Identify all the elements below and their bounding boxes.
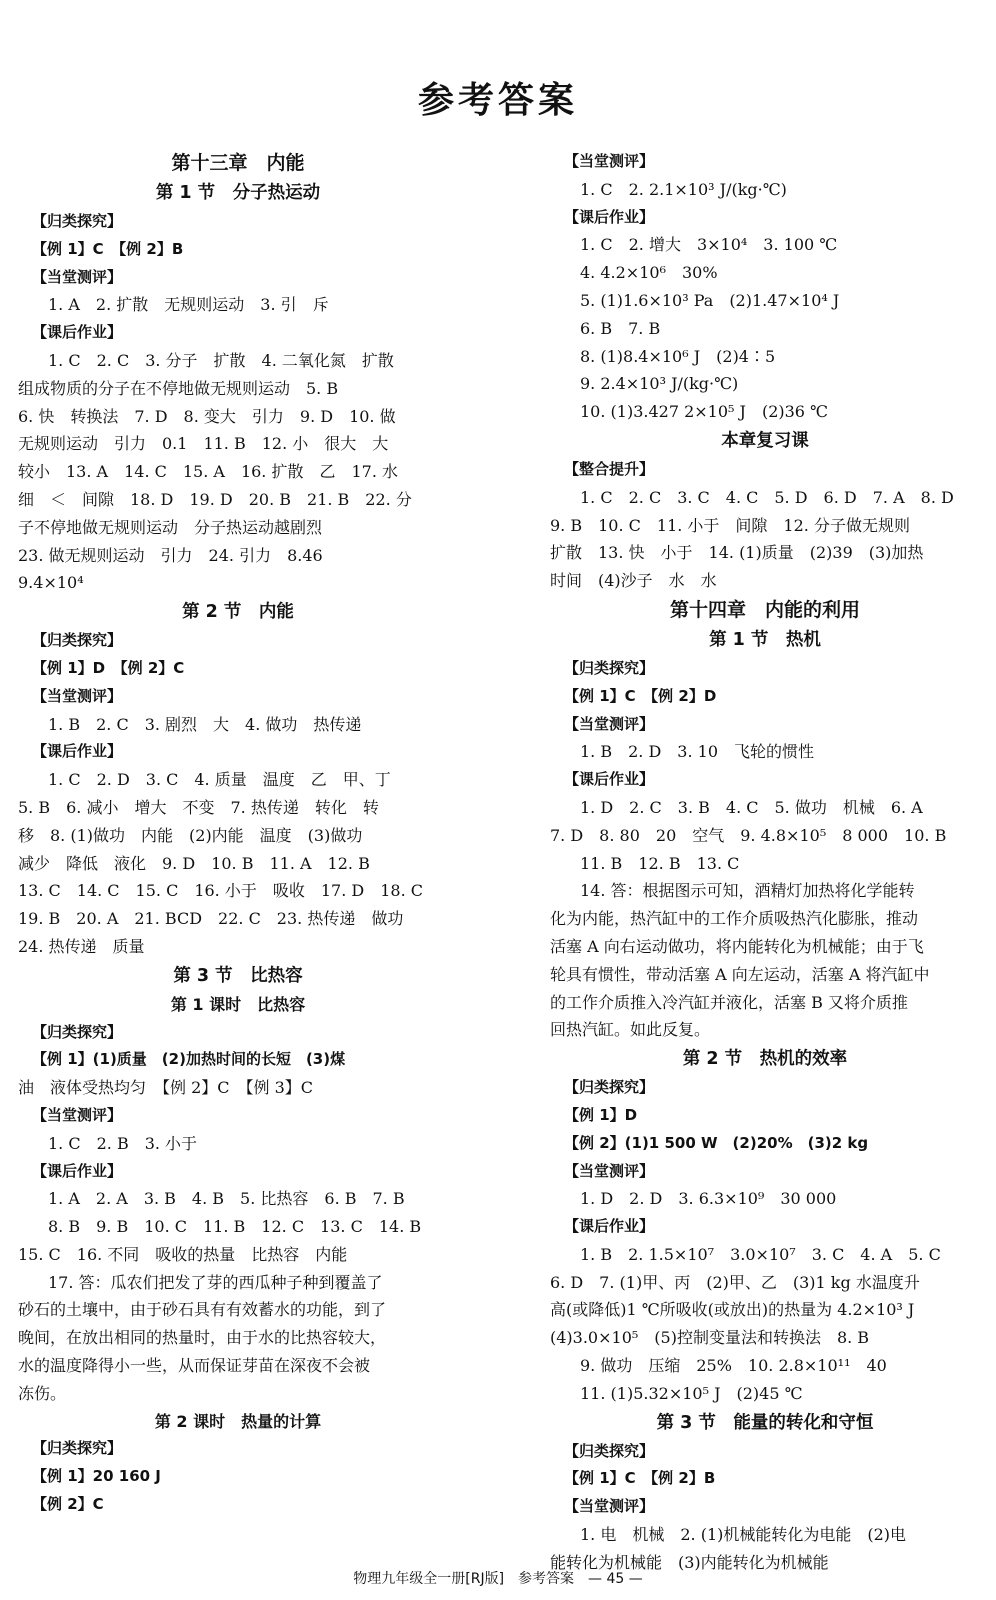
left-line: 1. A 2. A 3. B 4. B 5. 比热容 6. B 7. B — [48, 1189, 405, 1209]
right-line: 第 2 节 热机的效率 — [682, 1049, 848, 1070]
right-line: 高(或降低)1 ℃所吸收(或放出)的热量为 4.2×10³ J — [550, 1300, 915, 1320]
right-line: 【整合提升】 — [564, 459, 655, 478]
left-line: 【例 1】20 160 J — [32, 1467, 161, 1486]
left-line: 油 液体受热均匀 【例 2】C 【例 3】C — [18, 1078, 314, 1098]
left-line: 17. 答：瓜农们把发了芽的西瓜种子种到覆盖了 — [48, 1272, 383, 1292]
right-line: 本章复习课 — [721, 430, 809, 451]
left-line: 【例 1】(1)质量 (2)加热时间的长短 (3)煤 — [32, 1050, 346, 1069]
left-line: 1. B 2. C 3. 剧烈 大 4. 做功 热传递 — [48, 714, 362, 734]
right-line: 【归类探究】 — [564, 658, 655, 677]
left-line: 移 8. (1)做功 内能 (2)内能 温度 (3)做功 — [18, 825, 363, 845]
left-line: 砂石的土壤中，由于砂石具有有效蓄水的功能，到了 — [18, 1300, 387, 1320]
page-footer: 物理九年级全一册[RJ版] 参考答案 — 45 — — [353, 1571, 643, 1587]
right-line: 【当堂测评】 — [564, 152, 655, 170]
left-line: 【课后作业】 — [32, 1161, 123, 1180]
right-line: 【例 1】C 【例 2】B — [564, 1469, 716, 1488]
left-line: 无规则运动 引力 0.1 11. B 12. 小 很大 大 — [18, 434, 389, 454]
right-line: 第 1 节 热机 — [709, 629, 821, 650]
left-line: 第 1 节 分子热运动 — [155, 183, 321, 203]
right-line: 【例 1】D — [564, 1105, 638, 1124]
right-line: 第 3 节 能量的转化和守恒 — [656, 1412, 874, 1433]
right-line: 10. (1)3.427 2×10⁵ J (2)36 ℃ — [580, 402, 828, 422]
right-line: 扩散 13. 快 小于 14. (1)质量 (2)39 (3)加热 — [550, 543, 924, 563]
right-line: 9. B 10. C 11. 小于 间隙 12. 分子做无规则 — [550, 515, 910, 535]
right-line: 【例 2】(1)1 500 W (2)20% (3)2 kg — [564, 1133, 869, 1152]
left-line: 第十三章 内能 — [171, 152, 305, 174]
right-line: 能转化为机械能 (3)内能转化为机械能 — [550, 1552, 829, 1572]
right-line: 6. D 7. (1)甲、丙 (2)甲、乙 (3)1 kg 水温度升 — [550, 1272, 920, 1292]
right-line: 1. B 2. 1.5×10⁷ 3.0×10⁷ 3. C 4. A 5. C — [580, 1244, 941, 1264]
left-line: 23. 做无规则运动 引力 24. 引力 8.46 — [18, 545, 323, 565]
left-line: 1. C 2. D 3. C 4. 质量 温度 乙 甲、丁 — [48, 770, 391, 790]
right-line: (4)3.0×10⁵ (5)控制变量法和转换法 8. B — [550, 1328, 870, 1348]
left-line: 【当堂测评】 — [32, 1105, 123, 1124]
page-title: 参考答案 — [417, 80, 578, 121]
left-line: 【归类探究】 — [32, 212, 123, 230]
right-line: 第十四章 内能的利用 — [669, 598, 860, 621]
right-line: 【例 1】C 【例 2】D — [564, 686, 717, 705]
left-line: 较小 13. A 14. C 15. A 16. 扩散 乙 17. 水 — [18, 462, 399, 482]
left-line: 15. C 16. 不同 吸收的热量 比热容 内能 — [18, 1244, 348, 1264]
left-line: 【归类探究】 — [32, 1439, 123, 1458]
left-line: 减少 降低 液化 9. D 10. B 11. A 12. B — [18, 853, 370, 873]
right-line: 7. D 8. 80 20 空气 9. 4.8×10⁵ 8 000 10. B — [550, 825, 947, 845]
right-line: 1. C 2. 增大 3×10⁴ 3. 100 ℃ — [580, 235, 838, 255]
left-line: 24. 热传递 质量 — [18, 936, 145, 956]
left-line: 【课后作业】 — [32, 323, 123, 342]
right-line: 轮具有惯性，带动活塞 A 向左运动，活塞 A 将汽缸中 — [550, 964, 930, 984]
right-line: 【当堂测评】 — [564, 1161, 655, 1180]
right-line: 化为内能，热汽缸中的工作介质吸热汽化膨胀，推动 — [550, 909, 919, 929]
right-line: 【课后作业】 — [564, 770, 655, 789]
left-line: 【当堂测评】 — [32, 267, 123, 286]
right-line: 11. B 12. B 13. C — [580, 853, 740, 873]
left-line: 9.4×10⁴ — [18, 573, 84, 593]
left-line: 第 1 课时 比热容 — [170, 994, 306, 1014]
right-line: 的工作介质推入冷汽缸并液化，活塞 B 又将介质推 — [550, 992, 908, 1012]
right-line: 9. 2.4×10³ J/(kg·℃) — [580, 374, 739, 394]
right-line: 1. C 2. 2.1×10³ J/(kg·℃) — [580, 179, 787, 199]
left-line: 1. C 2. C 3. 分子 扩散 4. 二氧化氮 扩散 — [48, 350, 394, 370]
left-line: 8. B 9. B 10. C 11. B 12. C 13. C 14. B — [48, 1217, 422, 1237]
right-line: 活塞 A 向右运动做功，将内能转化为机械能；由于飞 — [550, 936, 924, 956]
right-line: 9. 做功 压缩 25% 10. 2.8×10¹¹ 40 — [580, 1356, 887, 1376]
left-line: 组成物质的分子在不停地做无规则运动 5. B — [18, 378, 339, 398]
right-line: 5. (1)1.6×10³ Pa (2)1.47×10⁴ J — [580, 290, 840, 310]
left-line: 19. B 20. A 21. BCD 22. C 23. 热传递 做功 — [18, 909, 404, 929]
left-line: 1. A 2. 扩散 无规则运动 3. 引 斥 — [48, 295, 329, 315]
right-line: 【当堂测评】 — [564, 1497, 655, 1516]
left-line: 【例 2】C — [32, 1495, 104, 1514]
left-line: 5. B 6. 减小 增大 不变 7. 热传递 转化 转 — [18, 797, 379, 817]
right-line: 【课后作业】 — [564, 207, 655, 226]
left-line: 13. C 14. C 15. C 16. 小于 吸收 17. D 18. C — [18, 881, 423, 901]
right-line: 1. B 2. D 3. 10 飞轮的惯性 — [580, 742, 815, 762]
left-line: 【课后作业】 — [32, 742, 123, 761]
left-line: 子不停地做无规则运动 分子热运动越剧烈 — [18, 517, 323, 537]
left-line: 水的温度降得小一些，从而保证芽苗在深夜不会被 — [18, 1356, 371, 1376]
right-line: 14. 答：根据图示可知，酒精灯加热将化学能转 — [580, 881, 915, 901]
right-line: 1. D 2. D 3. 6.3×10⁹ 30 000 — [580, 1189, 837, 1209]
right-line: 1. D 2. C 3. B 4. C 5. 做功 机械 6. A — [580, 797, 923, 817]
left-line: 1. C 2. B 3. 小于 — [48, 1133, 198, 1153]
left-line: 【当堂测评】 — [32, 686, 123, 705]
right-line: 8. (1)8.4×10⁶ J (2)4∶5 — [580, 346, 776, 366]
right-line: 6. B 7. B — [580, 318, 661, 338]
left-line: 【归类探究】 — [32, 631, 123, 650]
left-line: 细 ＜ 间隙 18. D 19. D 20. B 21. B 22. 分 — [18, 489, 412, 509]
left-line: 第 2 课时 热量的计算 — [154, 1411, 322, 1431]
left-line: 【例 1】D 【例 2】C — [32, 658, 185, 677]
right-line: 11. (1)5.32×10⁵ J (2)45 ℃ — [580, 1383, 803, 1403]
left-line: 第 2 节 内能 — [182, 602, 294, 623]
left-line: 第 3 节 比热容 — [173, 965, 303, 986]
left-line: 晚间，在放出相同的热量时，由于水的比热容较大， — [18, 1328, 387, 1348]
right-line: 【归类探究】 — [564, 1078, 655, 1097]
left-column — [18, 148, 458, 1519]
right-line: 【当堂测评】 — [564, 714, 655, 733]
left-line: 冻伤。 — [18, 1383, 67, 1403]
right-line: 4. 4.2×10⁶ 30% — [580, 263, 718, 283]
right-line: 回热汽缸。如此反复。 — [550, 1020, 711, 1040]
right-line: 【课后作业】 — [564, 1217, 655, 1236]
right-column — [550, 148, 980, 1577]
right-line: 1. C 2. C 3. C 4. C 5. D 6. D 7. A 8. D — [580, 487, 954, 507]
right-line: 1. 电 机械 2. (1)机械能转化为电能 (2)电 — [580, 1525, 907, 1545]
left-line: 【例 1】C 【例 2】B — [32, 239, 184, 258]
left-line: 【归类探究】 — [32, 1022, 123, 1041]
right-line: 时间 (4)沙子 水 水 — [550, 571, 717, 591]
right-line: 【归类探究】 — [564, 1441, 655, 1460]
left-line: 6. 快 转换法 7. D 8. 变大 引力 9. D 10. 做 — [18, 406, 396, 426]
